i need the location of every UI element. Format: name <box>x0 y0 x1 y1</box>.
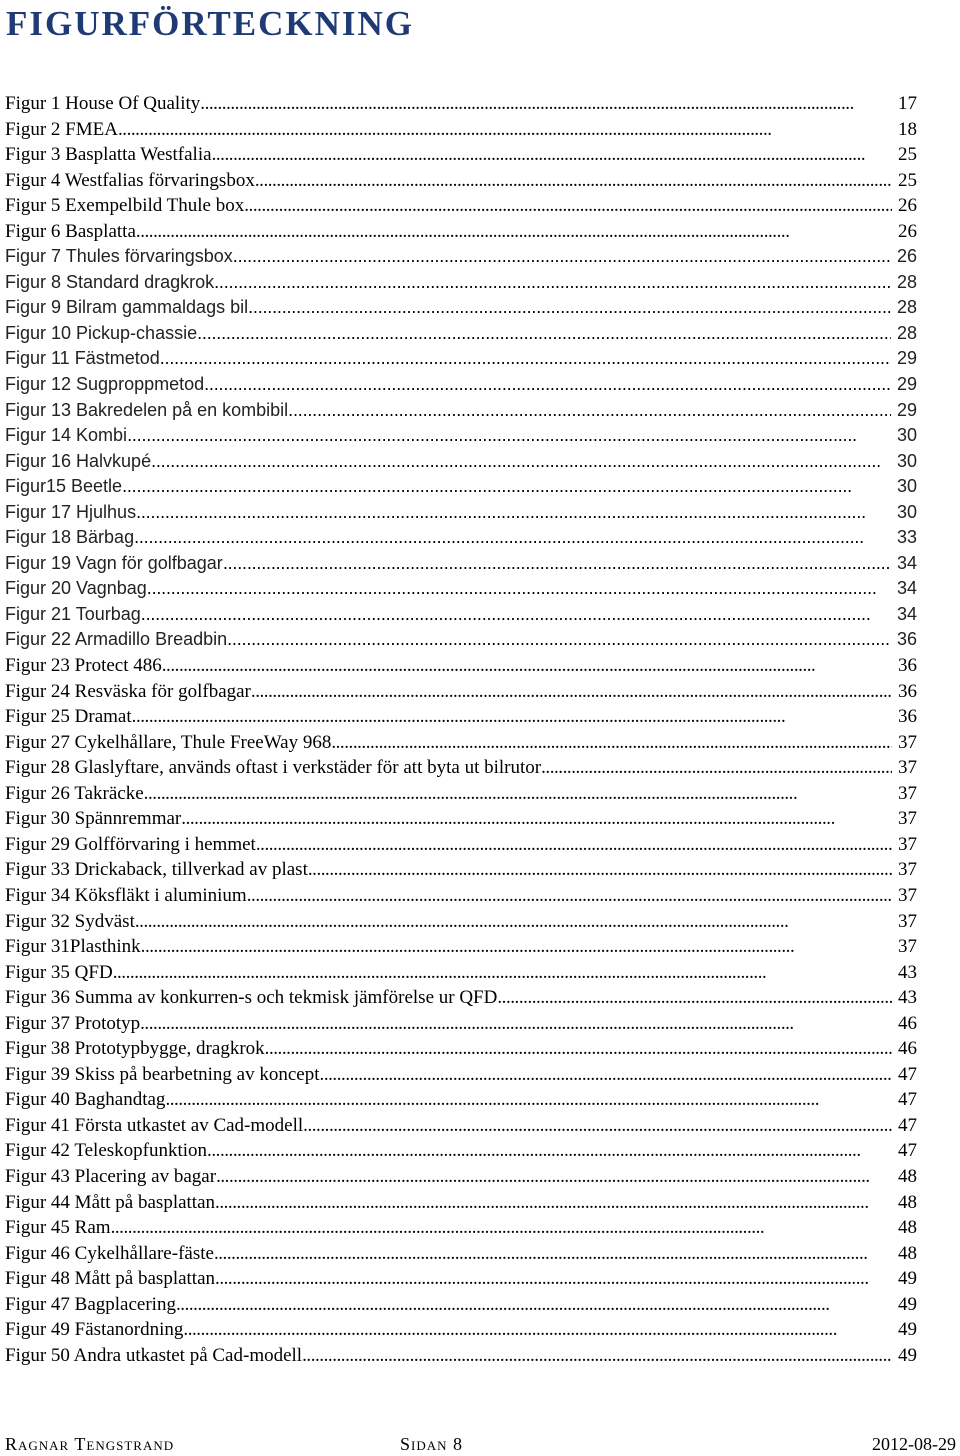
toc-entry[interactable] <box>5 372 917 398</box>
toc-entry-label: Figur 38 Prototypbygge, dragkrok <box>5 1038 265 1060</box>
toc-entry-page: 48 <box>898 1165 917 1187</box>
toc-entry-label: Figur 26 Takräcke <box>5 782 144 804</box>
dot-leader <box>255 168 892 194</box>
toc-entry-label: Figur 6 Basplatta <box>5 220 136 242</box>
toc-entry-page: 25 <box>898 169 917 191</box>
toc-entry-label: Figur 45 Ram <box>5 1217 111 1239</box>
toc-entry-label: Figur 31Plasthink <box>5 936 141 958</box>
dot-leader <box>256 832 892 858</box>
dot-leader <box>127 423 891 449</box>
toc-entry-label: Figur 10 Pickup-chassie <box>5 322 198 343</box>
dot-leader <box>160 346 891 372</box>
toc-entry-label: Figur 50 Andra utkastet på Cad-modell <box>5 1344 303 1366</box>
dot-leader <box>132 704 892 730</box>
toc-entry-label: Figur 46 Cykelhållare-fäste <box>5 1242 214 1264</box>
dot-leader <box>144 781 892 807</box>
toc-entry-label: Figur 2 FMEA <box>5 118 118 140</box>
toc-entry-page: 37 <box>898 936 917 958</box>
toc-entry-label: Figur 12 Sugproppmetod <box>5 374 205 395</box>
toc-entry-label: Figur 1 House Of Quality <box>5 93 201 114</box>
dot-leader <box>118 117 892 143</box>
toc-entry[interactable] <box>5 1190 917 1216</box>
toc-entry-page: 34 <box>896 578 917 599</box>
toc-entry-page: 28 <box>896 297 917 318</box>
page-title: FIGURFÖRTECKNING <box>6 4 415 43</box>
toc-entry[interactable] <box>5 270 917 296</box>
toc-entry-label: Figur 34 Köksfläkt i aluminium <box>5 884 247 906</box>
toc-entry[interactable] <box>5 244 917 270</box>
dot-leader <box>233 244 891 270</box>
toc-entry-page: 48 <box>898 1217 917 1239</box>
dot-leader <box>197 321 891 347</box>
toc-entry-page: 49 <box>898 1319 917 1341</box>
toc-entry[interactable] <box>5 321 917 347</box>
toc-entry-page: 36 <box>898 655 917 677</box>
dot-leader <box>136 219 892 245</box>
toc-entry[interactable] <box>5 219 917 245</box>
toc-entry-page: 48 <box>898 1242 917 1264</box>
dot-leader <box>215 1190 892 1216</box>
toc-entry[interactable] <box>5 1241 917 1267</box>
toc-entry[interactable] <box>5 985 917 1011</box>
toc-entry-label: Figur 21 Tourbag <box>5 603 141 624</box>
dot-leader <box>308 857 892 883</box>
toc-entry[interactable] <box>5 960 917 986</box>
toc-entry-label: Figur 19 Vagn för golfbagar <box>5 552 223 573</box>
dot-leader <box>204 372 891 398</box>
toc-entry-label: Figur 24 Resväska för golfbagar <box>5 680 251 702</box>
toc-entry[interactable] <box>5 781 917 807</box>
toc-entry-label: Figur 27 Cykelhållare, Thule FreeWay 968 <box>5 731 332 753</box>
toc-entry[interactable] <box>5 1215 917 1241</box>
dot-leader <box>134 525 891 551</box>
toc-entry-page: 30 <box>896 476 917 497</box>
toc-entry-page: 37 <box>898 910 917 932</box>
dot-leader <box>183 1317 892 1343</box>
toc-entry[interactable] <box>5 1292 917 1318</box>
toc-entry-label: Figur 9 Bilram gammaldags bil <box>5 297 249 318</box>
dot-leader <box>248 295 891 321</box>
footer-author: Ragnar Tengstrand <box>5 1434 175 1454</box>
toc-entry-page: 36 <box>898 706 917 728</box>
toc-entry[interactable] <box>5 398 917 424</box>
toc-entry-page: 30 <box>896 450 917 471</box>
dot-leader <box>303 1113 892 1139</box>
toc-entry[interactable] <box>5 755 917 781</box>
dot-leader <box>288 398 891 424</box>
toc-entry-label: Figur 44 Mått på basplattan <box>5 1191 216 1213</box>
toc-entry[interactable] <box>5 1036 917 1062</box>
toc-entry-label: Figur 5 Exempelbild Thule box <box>5 195 245 217</box>
toc-entry[interactable] <box>5 142 917 168</box>
toc-entry-page: 17 <box>898 93 917 114</box>
toc-entry[interactable] <box>5 704 917 730</box>
toc-entry[interactable] <box>5 295 917 321</box>
toc-entry[interactable] <box>5 1087 917 1113</box>
toc-entry-label: Figur 42 Teleskopfunktion <box>5 1140 208 1162</box>
toc-entry-label: Figur 29 Golfförvaring i hemmet <box>5 833 256 855</box>
toc-entry-page: 36 <box>898 680 917 702</box>
toc-entry[interactable] <box>5 1343 917 1369</box>
toc-entry[interactable] <box>5 525 917 551</box>
toc-entry-label: Figur 18 Bärbag <box>5 527 135 548</box>
toc-entry-page: 46 <box>898 1012 917 1034</box>
toc-entry-label: Figur 43 Placering av bagar <box>5 1165 217 1187</box>
toc-entry-page: 37 <box>898 833 917 855</box>
toc-entry-page: 37 <box>898 808 917 830</box>
dot-leader <box>207 1138 892 1164</box>
dot-leader <box>151 449 891 475</box>
toc-entry[interactable] <box>5 857 917 883</box>
dot-leader <box>111 1215 892 1241</box>
toc-entry-label: Figur 11 Fästmetod <box>5 348 160 369</box>
toc-entry-page: 28 <box>896 322 917 343</box>
dot-leader <box>214 270 891 296</box>
toc-entry[interactable] <box>5 832 917 858</box>
toc-entry-page: 26 <box>898 220 917 242</box>
toc-entry-page: 49 <box>898 1344 917 1366</box>
toc-entry-page: 37 <box>898 884 917 906</box>
toc-entry[interactable] <box>5 346 917 372</box>
dot-leader <box>136 500 891 526</box>
toc-entry-page: 26 <box>896 246 917 267</box>
toc-entry[interactable] <box>5 909 917 935</box>
toc-entry[interactable] <box>5 679 917 705</box>
toc-entry[interactable] <box>5 91 917 117</box>
toc-entry[interactable] <box>5 193 917 219</box>
toc-entry[interactable] <box>5 1011 917 1037</box>
toc-entry-label: Figur 25 Dramat <box>5 706 132 728</box>
toc-entry-label: Figur 20 Vagnbag <box>5 578 147 599</box>
dot-leader <box>331 730 892 756</box>
toc-entry-label: Figur 41 Första utkastet av Cad-modell <box>5 1114 304 1136</box>
toc-entry-page: 36 <box>896 629 917 650</box>
toc-entry-label: Figur 40 Baghandtag <box>5 1089 166 1111</box>
dot-leader <box>320 1062 892 1088</box>
toc-entry-page: 48 <box>898 1191 917 1213</box>
toc-entry-label: Figur 39 Skiss på bearbetning av koncept <box>5 1063 320 1085</box>
toc-entry-page: 33 <box>896 527 917 548</box>
toc-entry-page: 30 <box>896 425 917 446</box>
toc-entry[interactable] <box>5 551 917 577</box>
dot-leader <box>497 985 892 1011</box>
toc-entry-page: 34 <box>896 603 917 624</box>
toc-entry-page: 47 <box>898 1089 917 1111</box>
dot-leader <box>244 193 892 219</box>
toc-entry-label: Figur 23 Protect 486 <box>5 655 162 677</box>
toc-entry[interactable] <box>5 934 917 960</box>
dot-leader <box>215 1266 892 1292</box>
toc-entry-label: Figur 16 Halvkupé <box>5 450 152 471</box>
toc-entry-label: Figur 13 Bakredelen på en kombibil <box>5 399 289 420</box>
toc-entry[interactable] <box>5 474 917 500</box>
dot-leader <box>251 679 892 705</box>
toc-entry-page: 43 <box>898 987 917 1009</box>
dot-leader <box>147 576 891 602</box>
toc-entry-page: 25 <box>898 144 917 166</box>
toc-entry-page: 47 <box>898 1114 917 1136</box>
toc-entry-page: 49 <box>898 1268 917 1290</box>
toc-entry-page: 29 <box>896 374 917 395</box>
toc-entry[interactable] <box>5 806 917 832</box>
toc-entry-page: 37 <box>898 782 917 804</box>
dot-leader <box>135 909 892 935</box>
toc-entry-label: Figur 37 Prototyp <box>5 1012 141 1034</box>
dot-leader <box>176 1292 892 1318</box>
dot-leader <box>541 755 892 781</box>
toc-entry[interactable] <box>5 423 917 449</box>
dot-leader <box>216 1164 892 1190</box>
toc-entry[interactable] <box>5 500 917 526</box>
dot-leader <box>113 960 892 986</box>
toc-entry-label: Figur 33 Drickaback, tillverkad av plast <box>5 859 308 881</box>
toc-entry-page: 37 <box>898 757 917 779</box>
toc-entry[interactable] <box>5 1062 917 1088</box>
toc-entry-label: Figur 22 Armadillo Breadbin <box>5 629 228 650</box>
toc-entry-label: Figur 14 Kombi <box>5 425 128 446</box>
toc-entry-label: Figur 28 Glaslyftare, används oftast i verkstäder för att byta ut bilrutor <box>5 757 542 779</box>
toc-entry-page: 43 <box>898 961 917 983</box>
toc-entry-page: 30 <box>896 501 917 522</box>
toc-entry-page: 18 <box>898 118 917 140</box>
footer-page-number: Sidan 8 <box>400 1434 464 1454</box>
toc-entry-page: 37 <box>898 859 917 881</box>
dot-leader <box>212 142 892 168</box>
toc-entry-label: Figur 8 Standard dragkrok <box>5 271 215 292</box>
toc-entry[interactable] <box>5 117 917 143</box>
toc-entry-page: 29 <box>896 399 917 420</box>
dot-leader <box>227 627 891 653</box>
toc-entry[interactable] <box>5 1266 917 1292</box>
toc-entry[interactable] <box>5 730 917 756</box>
dot-leader <box>165 1087 892 1113</box>
toc-entry-label: Figur 48 Mått på basplattan <box>5 1268 216 1290</box>
toc-entry[interactable] <box>5 576 917 602</box>
dot-leader <box>302 1343 892 1369</box>
toc-entry-label: Figur 17 Hjulhus <box>5 501 137 522</box>
toc-entry-page: 37 <box>898 731 917 753</box>
toc-entry-label: Figur 30 Spännremmar <box>5 808 182 830</box>
toc-entry[interactable] <box>5 1164 917 1190</box>
toc-entry-label: Figur15 Beetle <box>5 476 123 497</box>
toc-entry-label: Figur 47 Bagplacering <box>5 1293 176 1315</box>
toc-entry-page: 34 <box>896 552 917 573</box>
toc-entry[interactable] <box>5 168 917 194</box>
dot-leader <box>223 551 891 577</box>
toc-entry[interactable] <box>5 449 917 475</box>
dot-leader <box>214 1241 892 1267</box>
dot-leader <box>200 91 892 117</box>
toc-entry[interactable] <box>5 883 917 909</box>
dot-leader <box>140 1011 892 1037</box>
toc-entry-label: Figur 49 Fästanordning <box>5 1319 184 1341</box>
toc-entry-page: 49 <box>898 1293 917 1315</box>
toc-entry-page: 47 <box>898 1140 917 1162</box>
toc-entry-label: Figur 4 Westfalias förvaringsbox <box>5 169 255 191</box>
dot-leader <box>247 883 892 909</box>
dot-leader <box>265 1036 892 1062</box>
toc-entry[interactable] <box>5 653 917 679</box>
figure-list <box>5 91 917 1368</box>
footer-date: 2012-08-29 <box>872 1434 956 1454</box>
toc-entry-label: Figur 3 Basplatta Westfalia <box>5 144 212 166</box>
toc-entry-page: 46 <box>898 1038 917 1060</box>
dot-leader <box>141 602 891 628</box>
toc-entry-page: 29 <box>896 348 917 369</box>
toc-entry[interactable] <box>5 602 917 628</box>
toc-entry-label: Figur 7 Thules förvaringsbox <box>5 246 233 267</box>
dot-leader <box>162 653 892 679</box>
toc-entry[interactable] <box>5 1113 917 1139</box>
toc-entry-page: 28 <box>896 271 917 292</box>
dot-leader <box>181 806 892 832</box>
toc-entry[interactable] <box>5 1138 917 1164</box>
toc-entry-label: Figur 35 QFD <box>5 961 113 983</box>
toc-entry-page: 47 <box>898 1063 917 1085</box>
dot-leader <box>122 474 891 500</box>
toc-entry-page: 26 <box>898 195 917 217</box>
toc-entry-label: Figur 32 Sydväst <box>5 910 135 932</box>
dot-leader <box>141 934 892 960</box>
toc-entry[interactable] <box>5 1317 917 1343</box>
toc-entry-label: Figur 36 Summa av konkurren-s och tekmisk jämförelse ur QFD <box>5 987 498 1009</box>
toc-entry[interactable] <box>5 627 917 653</box>
